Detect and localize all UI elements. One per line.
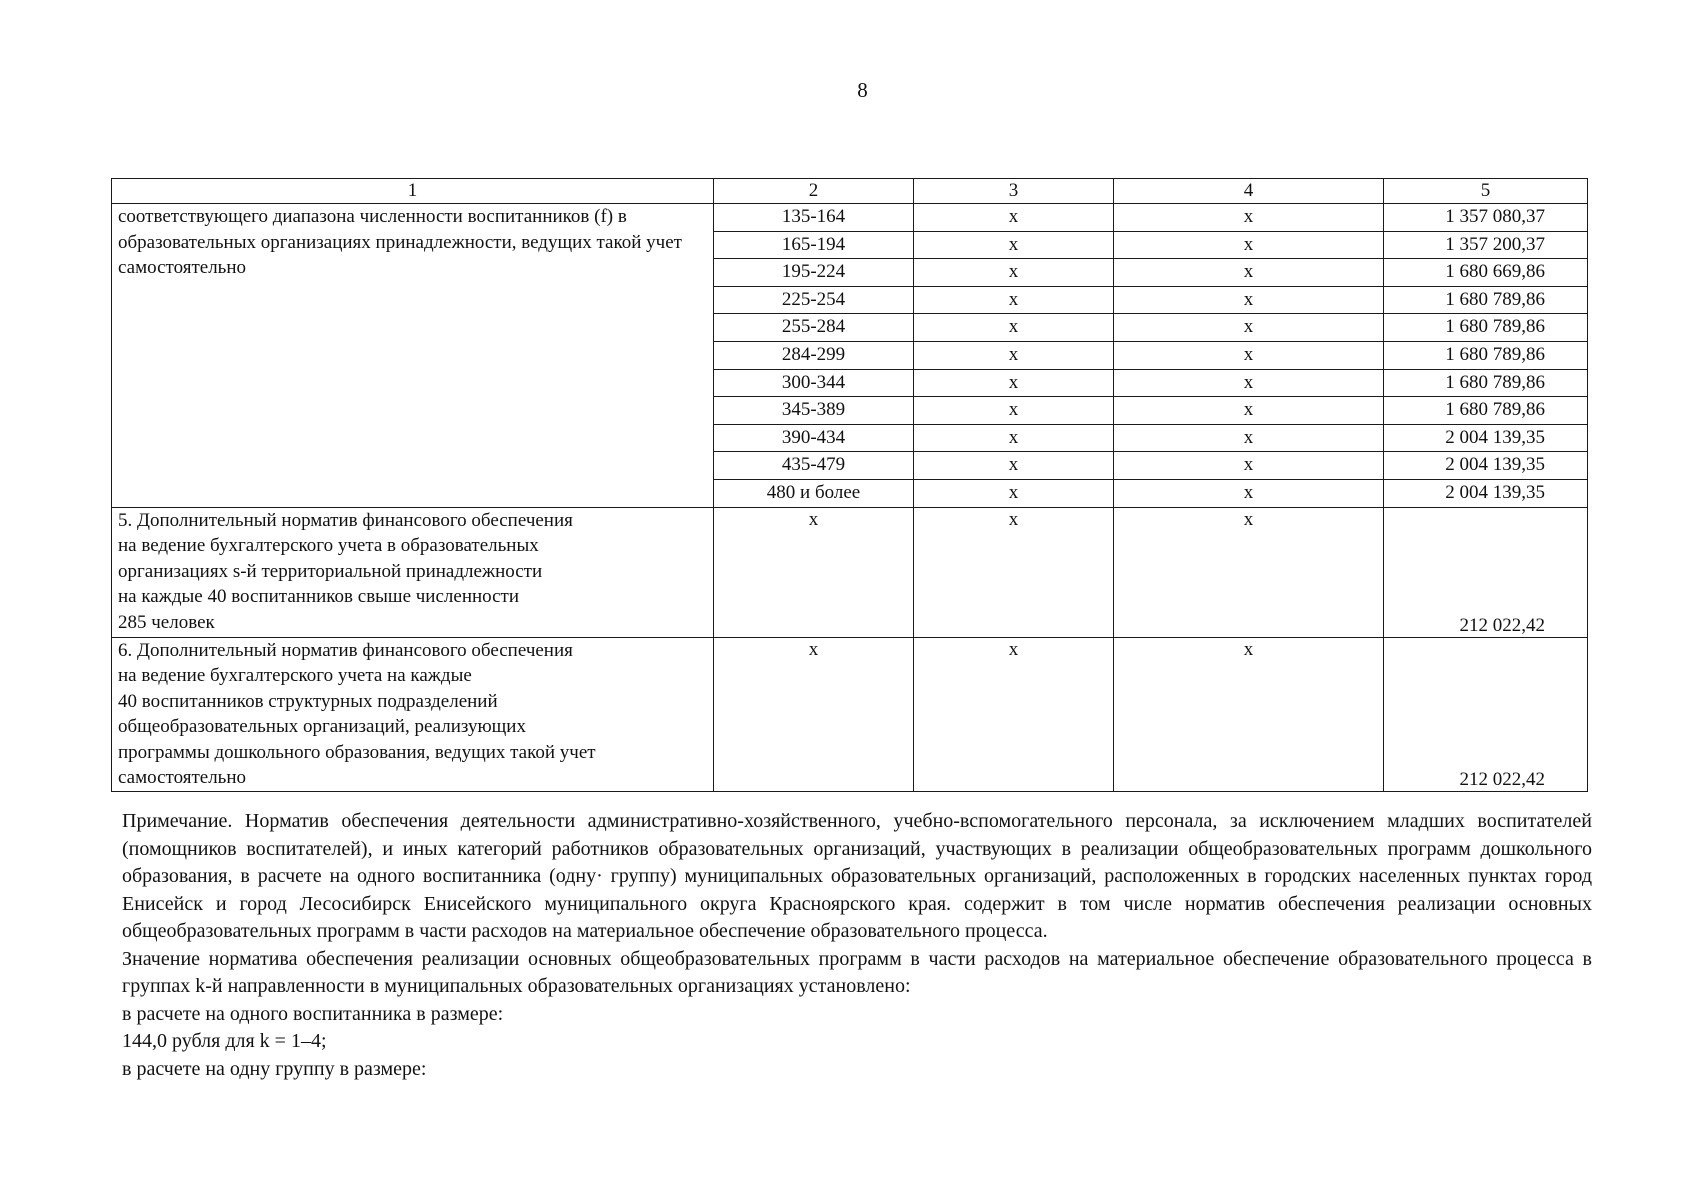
note-block — [122, 808, 1592, 1083]
col3-cell: x — [914, 369, 1114, 397]
col4-cell: x — [1114, 259, 1384, 287]
value-cell: 1 680 789,86 — [1384, 341, 1588, 369]
col3-cell: x — [914, 397, 1114, 425]
row5-line: 285 человек — [118, 611, 215, 633]
row5-col4: x — [1114, 507, 1384, 637]
value-cell: 1 680 789,86 — [1384, 286, 1588, 314]
row5-value: 212 022,42 — [1384, 507, 1588, 637]
row6-line: программы дошкольного образования, ведущих такой учет — [118, 741, 596, 763]
table-row-5 — [112, 507, 1588, 637]
col4-cell: x — [1114, 479, 1384, 507]
table-row-6 — [112, 637, 1588, 791]
note-line-3: в расчете на одного воспитанника в размере: — [122, 1002, 504, 1025]
header-col-5: 5 — [1384, 179, 1588, 204]
range-cell: 284-299 — [714, 341, 914, 369]
row6-line: на ведение бухгалтерского учета на каждые — [118, 665, 472, 687]
header-col-2: 2 — [714, 179, 914, 204]
col3-cell: x — [914, 314, 1114, 342]
col4-cell: x — [1114, 341, 1384, 369]
row6-col2: x — [714, 637, 914, 791]
header-col-1: 1 — [112, 179, 714, 204]
value-cell: 1 680 789,86 — [1384, 369, 1588, 397]
row5-line: 5. Дополнительный норматив финансового обеспечения — [118, 509, 573, 531]
note-paragraph-1: Примечание. Норматив обеспечения деятельности административно-хозяйственного, учебно-вспомогательного персонала, за исключением младших воспитателей (помощников воспитателей), и иных категорий работников образовательных организаций, участвующих в реализации общеобразовательных программ дошкольного образования, в расчете на одного воспитанника (одну· группу) муниципальных образовательных организаций, расположенных в городских населенных пунктах город Енисейск и город Лесосибирск Енисейского муниципального округа Красноярского края. содержит в том числе норматив обеспечения реализации основных общеобразовательных программ в части расходов на материальное обеспечение образовательного процесса. — [122, 810, 1592, 942]
value-cell: 1 680 669,86 — [1384, 259, 1588, 287]
range-cell: 390-434 — [714, 424, 914, 452]
col4-cell: x — [1114, 452, 1384, 480]
range-cell: 345-389 — [714, 397, 914, 425]
row6-line: самостоятельно — [118, 767, 247, 789]
col3-cell: x — [914, 424, 1114, 452]
row5-description — [112, 507, 714, 637]
row5-line: на каждые 40 воспитанников свыше численности — [118, 586, 520, 608]
range-cell: 165-194 — [714, 231, 914, 259]
range-cell: 225-254 — [714, 286, 914, 314]
continuation-description: соответствующего диапазона численности воспитанников (f) в образовательных организациях принадлежности, ведущих такой учет самостоятельно — [112, 204, 714, 508]
value-cell: 1 680 789,86 — [1384, 397, 1588, 425]
col4-cell: x — [1114, 286, 1384, 314]
range-cell: 135-164 — [714, 204, 914, 232]
row6-line: 6. Дополнительный норматив финансового обеспечения — [118, 639, 573, 661]
value-cell: 2 004 139,35 — [1384, 424, 1588, 452]
col3-cell: x — [914, 204, 1114, 232]
row5-line: организациях s-й территориальной принадлежности — [118, 560, 543, 582]
note-paragraph-2: Значение норматива обеспечения реализации основных общеобразовательных программ в части расходов на материальное обеспечение образовательного процесса в группах k-й направленности в муниципальных образовательных организациях установлено: — [122, 947, 1592, 997]
note-line-5: в расчете на одну группу в размере: — [122, 1057, 427, 1080]
col4-cell: x — [1114, 204, 1384, 232]
value-cell: 1 680 789,86 — [1384, 314, 1588, 342]
table-header-row — [112, 179, 1588, 204]
col3-cell: x — [914, 259, 1114, 287]
normative-table — [111, 178, 1588, 792]
row6-col3: x — [914, 637, 1114, 791]
col4-cell: x — [1114, 369, 1384, 397]
range-cell: 435-479 — [714, 452, 914, 480]
col3-cell: x — [914, 231, 1114, 259]
col3-cell: x — [914, 341, 1114, 369]
range-cell: 255-284 — [714, 314, 914, 342]
row6-col4: x — [1114, 637, 1384, 791]
table-row — [112, 204, 1588, 232]
row6-line: 40 воспитанников структурных подразделений — [118, 690, 498, 712]
note-line-4: 144,0 рубля для k = 1–4; — [122, 1030, 327, 1052]
header-col-3: 3 — [914, 179, 1114, 204]
value-cell: 2 004 139,35 — [1384, 479, 1588, 507]
col4-cell: x — [1114, 424, 1384, 452]
row5-line: на ведение бухгалтерского учета в образовательных — [118, 535, 539, 557]
col4-cell: x — [1114, 397, 1384, 425]
col3-cell: x — [914, 452, 1114, 480]
value-cell: 2 004 139,35 — [1384, 452, 1588, 480]
row6-description — [112, 637, 714, 791]
row5-col2: x — [714, 507, 914, 637]
value-cell: 1 357 200,37 — [1384, 231, 1588, 259]
range-cell: 480 и более — [714, 479, 914, 507]
range-cell: 300-344 — [714, 369, 914, 397]
value-cell: 1 357 080,37 — [1384, 204, 1588, 232]
col4-cell: x — [1114, 314, 1384, 342]
header-col-4: 4 — [1114, 179, 1384, 204]
col3-cell: x — [914, 286, 1114, 314]
row5-col3: x — [914, 507, 1114, 637]
col3-cell: x — [914, 479, 1114, 507]
page-number: 8 — [857, 78, 868, 102]
col4-cell: x — [1114, 231, 1384, 259]
row6-line: общеобразовательных организаций, реализующих — [118, 716, 526, 738]
range-cell: 195-224 — [714, 259, 914, 287]
row6-value: 212 022,42 — [1384, 637, 1588, 791]
